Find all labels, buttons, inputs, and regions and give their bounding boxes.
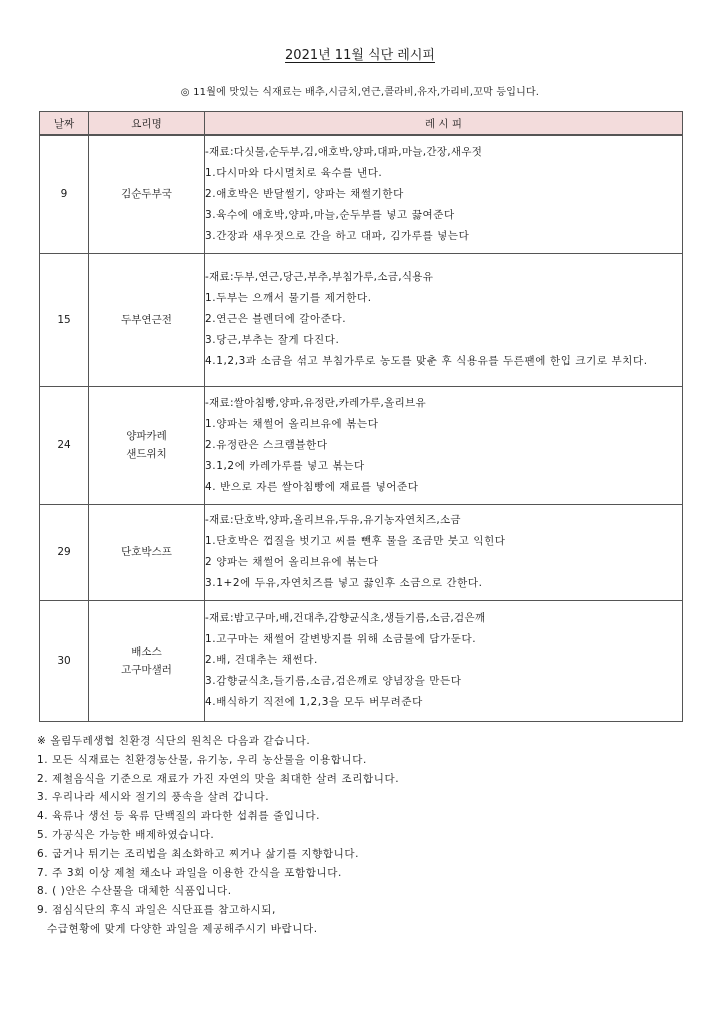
row-recipe (205, 504, 683, 600)
dish-name: 김순두부국 (121, 188, 172, 201)
row-recipe (205, 600, 683, 721)
note-item: 4. 육류나 생선 등 육류 단백질의 과다한 섭취를 줄입니다. (37, 810, 321, 823)
recipe-step: 3.1,2에 카레가루를 넣고 볶는다 (205, 459, 365, 472)
ingredients-line: -재료:단호박,양파,올리브유,두유,유기농자연치즈,소금 (205, 514, 461, 526)
recipe-step: 3.육수에 애호박,양파,마늘,순두부를 넣고 끓여준다 (205, 208, 455, 221)
row-date: 24 (40, 386, 89, 504)
recipe-table (39, 111, 683, 722)
note-item: 3. 우리나라 세시와 절기의 풍속을 살려 갑니다. (37, 791, 270, 804)
note-item: 9. 점심식단의 후식 과일은 식단표를 참고하시되, (37, 904, 276, 917)
table-row (40, 253, 683, 386)
dish-name: 배소스 (131, 645, 162, 658)
recipe-step: 4. 반으로 자른 쌀아침빵에 재료를 넣어준다 (205, 480, 419, 493)
row-date: 15 (40, 253, 89, 386)
note-item: 5. 가공식은 가능한 배제하였습니다. (37, 828, 215, 841)
recipe-step: 4.1,2,3과 소금을 섞고 부침가루로 농도를 맞춘 후 식용유를 두른팬에 한입 크기로 부치다. (205, 355, 648, 367)
recipe-step: 3.간장과 새우젓으로 간을 하고 대파, 김가루를 넣는다 (205, 229, 470, 242)
row-recipe (205, 135, 683, 253)
table-row (40, 600, 683, 721)
ingredients-line: -재료:밤고구마,배,건대추,감향균식초,생들기름,소금,검은깨 (205, 612, 486, 624)
dish-name: 단호박스프 (121, 546, 172, 558)
recipe-step: 3.당근,부추는 잘게 다진다. (205, 334, 340, 346)
ingredients-line: -재료:두부,연근,당근,부추,부침가루,소금,식용유 (205, 271, 434, 283)
row-dish (89, 135, 205, 253)
dish-name: 샌드위치 (126, 448, 167, 460)
recipe-step: 1.고구마는 채썰어 갈변방지를 위해 소금물에 담가둔다. (205, 633, 477, 645)
table-row (40, 386, 683, 504)
table-header-row (40, 112, 683, 136)
recipe-step: 1.다시마와 다시멸치로 육수를 낸다. (205, 166, 383, 179)
ingredients-line: -재료:쌀아침빵,양파,유정란,카레가루,올리브유 (205, 396, 426, 409)
ingredients-line: -재료:다싯물,순두부,김,애호박,양파,대파,마늘,간장,새우젓 (205, 145, 483, 158)
table-row (40, 135, 683, 253)
recipe-step: 1.두부는 으깨서 물기를 제거한다. (205, 292, 372, 304)
row-dish (89, 504, 205, 600)
seasonal-ingredients-note: ◎ 11월에 맛있는 식재료는 배추,시금치,연근,콜라비,유자,가리비,꼬막 등입니다. (180, 87, 540, 98)
recipe-step: 3.감향균식초,들기름,소금,검은깨로 양념장을 만든다 (205, 675, 462, 687)
note-item: 1. 모든 식재료는 친환경농산물, 유기농, 우리 농산물을 이용합니다. (37, 753, 367, 766)
row-dish (89, 600, 205, 721)
header-date: 날짜 (40, 112, 89, 136)
row-recipe (205, 386, 683, 504)
note-item: 6. 굽거나 튀기는 조리법을 최소화하고 찌거나 삶기를 지향합니다. (37, 847, 360, 860)
recipe-step: 1.단호박은 껍질을 벗기고 씨를 뺀후 물을 조금만 붓고 익힌다 (205, 535, 506, 547)
note-item: 7. 주 3회 이상 제철 채소나 과일을 이용한 간식을 포함합니다. (37, 866, 342, 879)
row-dish (89, 386, 205, 504)
table-row (40, 504, 683, 600)
recipe-step: 2 양파는 채썰어 올리브유에 볶는다 (205, 556, 379, 568)
recipe-step: 4.배식하기 직전에 1,2,3을 모두 버무려준다 (205, 696, 423, 708)
recipe-step: 2.연근은 블렌더에 갈아준다. (205, 313, 347, 325)
row-dish (89, 253, 205, 386)
dish-name: 양파카레 (126, 430, 167, 442)
notes-heading: ※ 올림두레생협 친환경 식단의 원칙은 다음과 같습니다. (37, 735, 311, 747)
recipe-step: 2.유정란은 스크램블한다 (205, 438, 328, 451)
recipe-step: 1.양파는 채썰어 올리브유에 볶는다 (205, 417, 379, 430)
recipe-step: 3.1+2에 두유,자연치즈를 넣고 끓인후 소금으로 간한다. (205, 577, 483, 589)
dish-name: 고구마샐러 (121, 663, 172, 676)
header-dish: 요리명 (89, 112, 205, 136)
row-recipe (205, 253, 683, 386)
note-item-continued: 수급현황에 맞게 다양한 과일을 제공해주시기 바랍니다. (47, 922, 318, 935)
principles-notes (37, 732, 697, 939)
row-date: 30 (40, 600, 89, 721)
header-recipe: 레 시 피 (205, 112, 683, 136)
row-date: 9 (40, 135, 89, 253)
row-date: 29 (40, 504, 89, 600)
note-item: 8. ( )안은 수산물을 대체한 식품입니다. (37, 885, 232, 898)
note-item: 2. 제철음식을 기준으로 재료가 가진 자연의 맛을 최대한 살려 조리합니다. (37, 772, 400, 785)
recipe-step: 2.배, 건대추는 채썬다. (205, 654, 318, 666)
dish-name: 두부연근전 (121, 313, 172, 326)
page-title: 2021년 11월 식단 레시피 (285, 48, 435, 63)
recipe-step: 2.애호박은 반달썰기, 양파는 채썰기한다 (205, 187, 404, 200)
